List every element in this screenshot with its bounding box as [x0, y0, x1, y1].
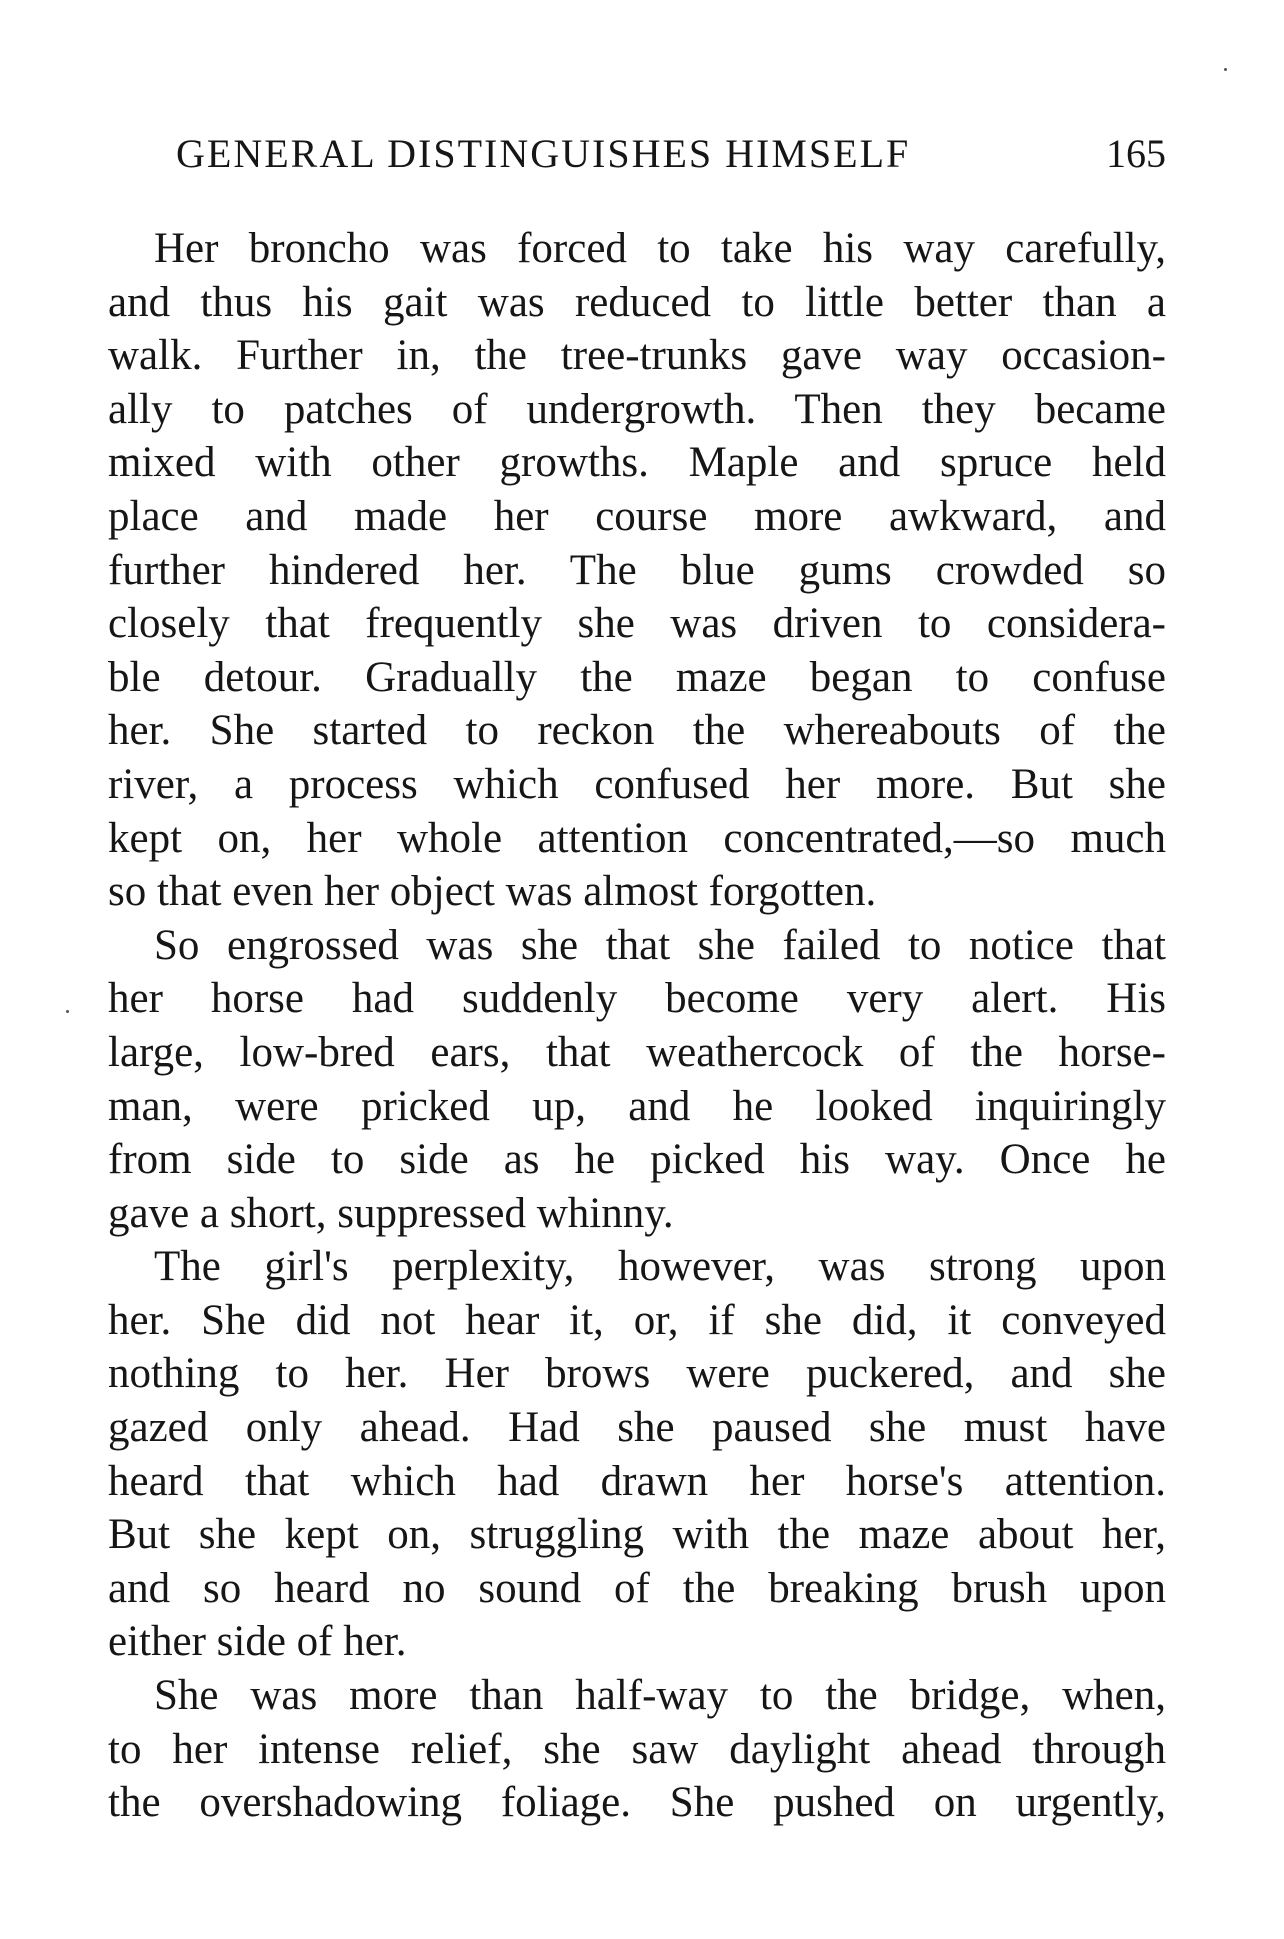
- paragraph: [108, 1669, 1166, 1830]
- text-line: either side of her.: [108, 1618, 407, 1666]
- page-speck: [1224, 68, 1227, 71]
- page-number: 165: [1106, 131, 1166, 176]
- text-line: her horse had suddenly become very alert. His: [108, 975, 1166, 1023]
- text-line: from side to side as he picked his way. Once he: [108, 1136, 1166, 1184]
- text-line: her. She started to reckon the whereabouts of the: [108, 707, 1166, 755]
- text-line: The girl's perplexity, however, was strong upon: [154, 1243, 1166, 1291]
- body-text: [108, 222, 1166, 1830]
- text-line: man, were pricked up, and he looked inquiringly: [108, 1082, 1166, 1130]
- text-line: river, a process which confused her more. But she: [108, 760, 1166, 808]
- text-line: heard that which had drawn her horse's attention.: [108, 1457, 1166, 1505]
- text-line: kept on, her whole attention concentrated,—so much: [108, 814, 1166, 862]
- text-line: and so heard no sound of the breaking brush upon: [108, 1564, 1166, 1612]
- text-line: her. She did not hear it, or, if she did, it conveyed: [108, 1296, 1166, 1344]
- text-line: nothing to her. Her brows were puckered, and she: [108, 1350, 1166, 1398]
- text-line: Her broncho was forced to take his way carefully,: [154, 225, 1166, 272]
- text-line: the overshadowing foliage. She pushed on urgently,: [108, 1779, 1166, 1827]
- text-line: But she kept on, struggling with the maze about her,: [108, 1511, 1166, 1559]
- running-head: [176, 126, 1166, 182]
- page-speck: [66, 1010, 69, 1013]
- running-title: GENERAL DISTINGUISHES HIMSELF: [176, 131, 911, 176]
- text-line: to her intense relief, she saw daylight ahead through: [108, 1725, 1166, 1773]
- text-line: ble detour. Gradually the maze began to confuse: [108, 653, 1166, 701]
- text-line: gazed only ahead. Had she paused she must have: [108, 1404, 1166, 1452]
- text-line: She was more than half-way to the bridge, when,: [154, 1672, 1166, 1720]
- text-line: so that even her object was almost forgotten.: [108, 868, 877, 916]
- text-line: So engrossed was she that she failed to notice that: [154, 921, 1166, 969]
- paragraph: [108, 919, 1166, 1241]
- text-line: place and made her course more awkward, and: [108, 492, 1166, 540]
- text-line: and thus his gait was reduced to little better than a: [108, 278, 1166, 326]
- text-line: closely that frequently she was driven to considera-: [108, 600, 1166, 648]
- text-line: gave a short, suppressed whinny.: [108, 1189, 674, 1237]
- text-line: further hindered her. The blue gums crowded so: [108, 546, 1166, 594]
- text-line: large, low-bred ears, that weathercock of the horse-: [108, 1028, 1166, 1076]
- text-line: mixed with other growths. Maple and spruce held: [108, 439, 1166, 487]
- text-line: walk. Further in, the tree-trunks gave way occasion-: [108, 332, 1166, 380]
- paragraph: [108, 222, 1166, 919]
- text-line: ally to patches of undergrowth. Then they became: [108, 385, 1166, 433]
- paragraph: [108, 1240, 1166, 1669]
